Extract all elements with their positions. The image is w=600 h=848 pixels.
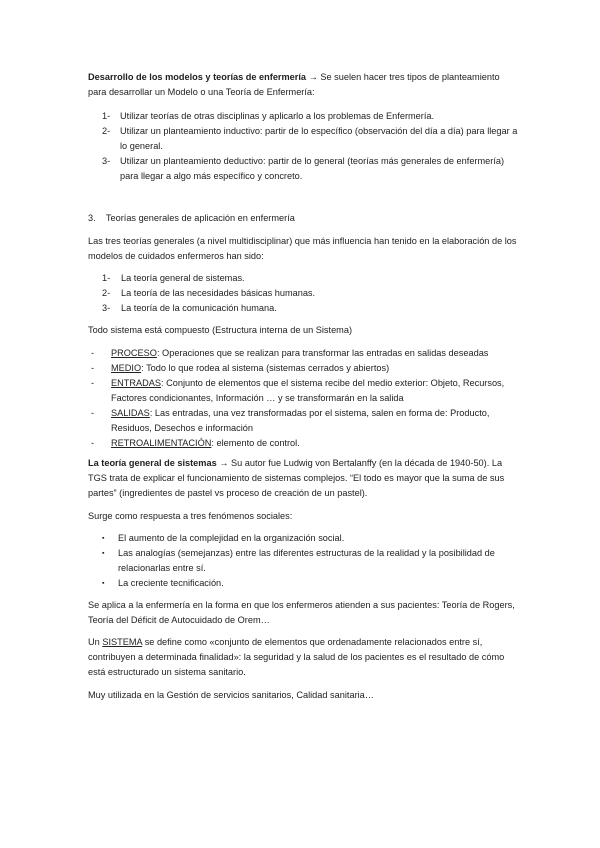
list-item: ▪ El aumento de la complejidad en la organización social. xyxy=(88,531,520,546)
definicion-paragraph: Un SISTEMA se define como «conjunto de elementos que ordenadamente relacionados entre sí, contribuyen a determinada finalidad»: la seguridad y la salud de los pacientes es el resultado de cómo está estructurado un sistema sanitario. xyxy=(88,637,505,677)
aplica-paragraph: Se aplica a la enfermería en la forma en que los enfermeros atienden a sus pacientes: Teoría de Rogers, Teoría del Déficit de Autocuidado de Orem… xyxy=(88,600,515,625)
bullet-icon: ▪ xyxy=(102,550,105,557)
list-item: 3- Utilizar un planteamiento deductivo: partir de lo general (teorías más generales de enfermería) para llegar a algo más específico y concreto. xyxy=(102,156,505,181)
list-item: 2- Utilizar un planteamiento inductivo: partir de lo específico (observación del día a día) para llegar a lo general. xyxy=(102,126,518,151)
section-intro: Las tres teorías generales (a nivel multidisciplinar) que más influencia han tenido en la elaboración de los modelos de cuidados enfermeros han sido: xyxy=(88,236,517,261)
arrow-icon: → xyxy=(308,72,318,82)
intro-title: Desarrollo de los modelos y teorías de enfermería xyxy=(88,72,307,82)
section-title: Teorías generales de aplicación en enfermería xyxy=(105,213,295,223)
sistema-term: SISTEMA xyxy=(102,637,143,647)
fenomenos-list xyxy=(88,531,520,591)
list-item: 1- Utilizar teorías de otras disciplinas y aplicarlo a los problemas de Enfermería. xyxy=(102,111,435,121)
list-item: - PROCESO: Operaciones que se realizan para transformar las entradas en salidas deseadas xyxy=(91,348,489,358)
tgs-paragraph: La teoría general de sistemas → Su autor fue Ludwig von Bertalanffy (en la década de 1940-50). La TGS trata de explicar el funcionamiento de sistemas complejos. “El todo es mayor que la suma de sus partes” (ingredientes de pastel vs proceso de creación de un pastel). xyxy=(88,458,505,498)
list-item: ▪ Las analogías (semejanzas) entre las diferentes estructuras de la realidad y la posibilidad de relacionarlas entre sí. xyxy=(102,548,495,573)
list-item: 3- La teoría de la comunicación humana. xyxy=(102,303,277,313)
list-item: 2- La teoría de las necesidades básicas humanas. xyxy=(102,288,316,298)
arrow-icon: → xyxy=(219,458,229,468)
teorias-list xyxy=(88,271,520,316)
list-item: 1- La teoría general de sistemas. xyxy=(102,273,245,283)
list-item: - RETROALIMENTACIÓN: elemento de control. xyxy=(91,438,300,448)
tgs-title: La teoría general de sistemas xyxy=(88,458,217,468)
section-heading: 3. Teorías generales de aplicación en enfermería xyxy=(88,213,295,223)
sistema-intro: Todo sistema está compuesto (Estructura interna de un Sistema) xyxy=(88,325,353,335)
list-item: - MEDIO: Todo lo que rodea al sistema (sistemas cerrados y abiertos) xyxy=(91,363,390,373)
bullet-icon: ▪ xyxy=(102,535,105,542)
list-item: - ENTRADAS: Conjunto de elementos que el sistema recibe del medio exterior: Objeto, Recursos, Factores condicionantes, Información … y se transformarán en la salida xyxy=(91,378,505,403)
bullet-icon: ▪ xyxy=(102,580,105,587)
list-item: ▪ La creciente tecnificación. xyxy=(88,576,520,591)
utilizada-paragraph: Muy utilizada en la Gestión de servicios sanitarios, Calidad sanitaria… xyxy=(88,690,374,700)
list-item: - SALIDAS: Las entradas, una vez transformadas por el sistema, salen en forma de: Producto, Residuos, Desechos e información xyxy=(91,408,490,433)
surge-paragraph: Surge como respuesta a tres fenómenos sociales: xyxy=(88,511,293,521)
planteamientos-list xyxy=(88,109,520,184)
intro-text: Se suelen hacer tres tipos de planteamiento para desarrollar un Modelo o una Teoría de Enfermería: xyxy=(88,72,500,97)
componentes-list xyxy=(88,346,520,451)
intro-paragraph xyxy=(88,70,520,100)
